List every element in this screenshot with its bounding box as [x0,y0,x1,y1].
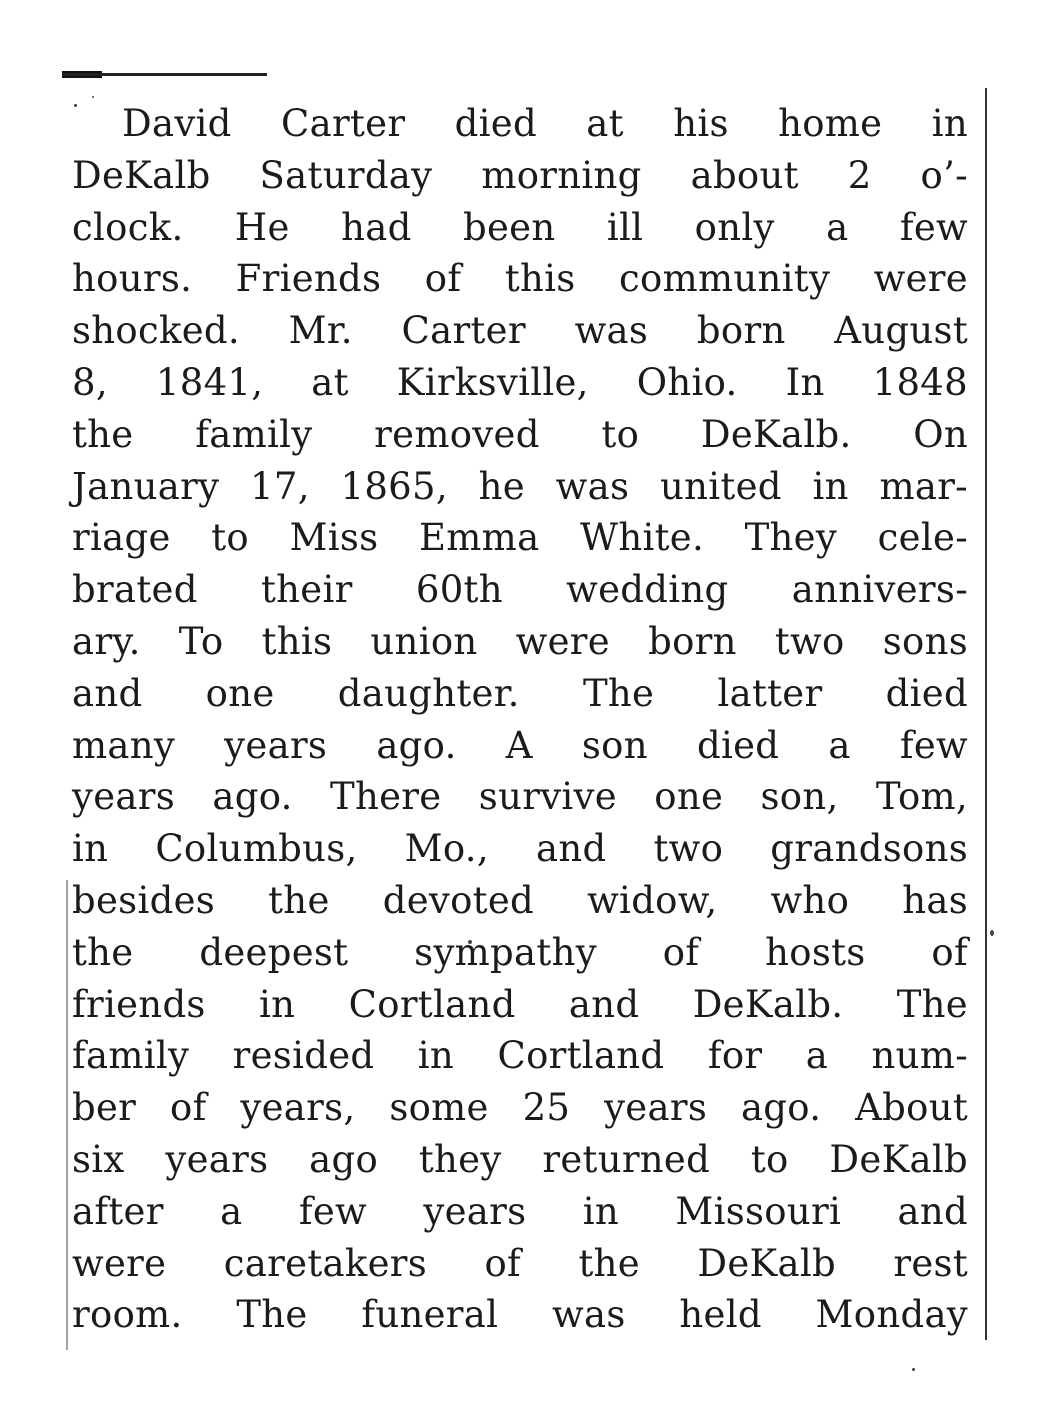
article-line: hours. Friends of this community were [72,257,968,301]
article-line: shocked. Mr. Carter was born August [72,309,968,353]
article-line: David Carter died at his home in [122,102,968,145]
article-line: clock. He had been ill only a few [72,205,968,249]
column-right-rule [985,88,987,1340]
article-line: after a few years in Missouri and [72,1189,968,1233]
ink-speck [912,1368,915,1371]
article-line: family resided in Cortland for a num- [72,1034,968,1078]
article-line: DeKalb Saturday morning about 2 o’- [72,153,968,197]
obituary-article [72,98,968,1341]
article-line: friends in Cortland and DeKalb. The [72,982,968,1026]
article-line: January 17, 1865, he was united in mar- [72,464,968,508]
article-line: riage to Miss Emma White. They cele- [72,516,968,560]
article-line: and one daughter. The latter died [72,671,968,715]
article-line: six years ago they returned to DeKalb [72,1137,968,1181]
article-line: besides the devoted widow, who has [72,878,968,922]
article-line: 8, 1841, at Kirksville, Ohio. In 1848 [72,360,968,404]
article-line: in Columbus, Mo., and two grandsons [72,827,968,871]
article-line: room. The funeral was held Monday [72,1293,968,1337]
article-line: the family removed to DeKalb. On [72,412,968,456]
article-line: years ago. There survive one son, Tom, [72,775,968,819]
article-line: ber of years, some 25 years ago. About [72,1086,968,1130]
article-line: were caretakers of the DeKalb rest [72,1241,968,1285]
article-line: brated their 60th wedding annivers- [72,568,968,612]
column-left-rule [66,880,68,1350]
ink-speck [990,930,994,936]
column-header-rule [62,73,267,76]
article-line: many years ago. A son died a few [72,723,968,767]
article-line: the deepest sympathy of hosts of [72,930,968,974]
article-line: ary. To this union were born two sons [72,619,968,663]
